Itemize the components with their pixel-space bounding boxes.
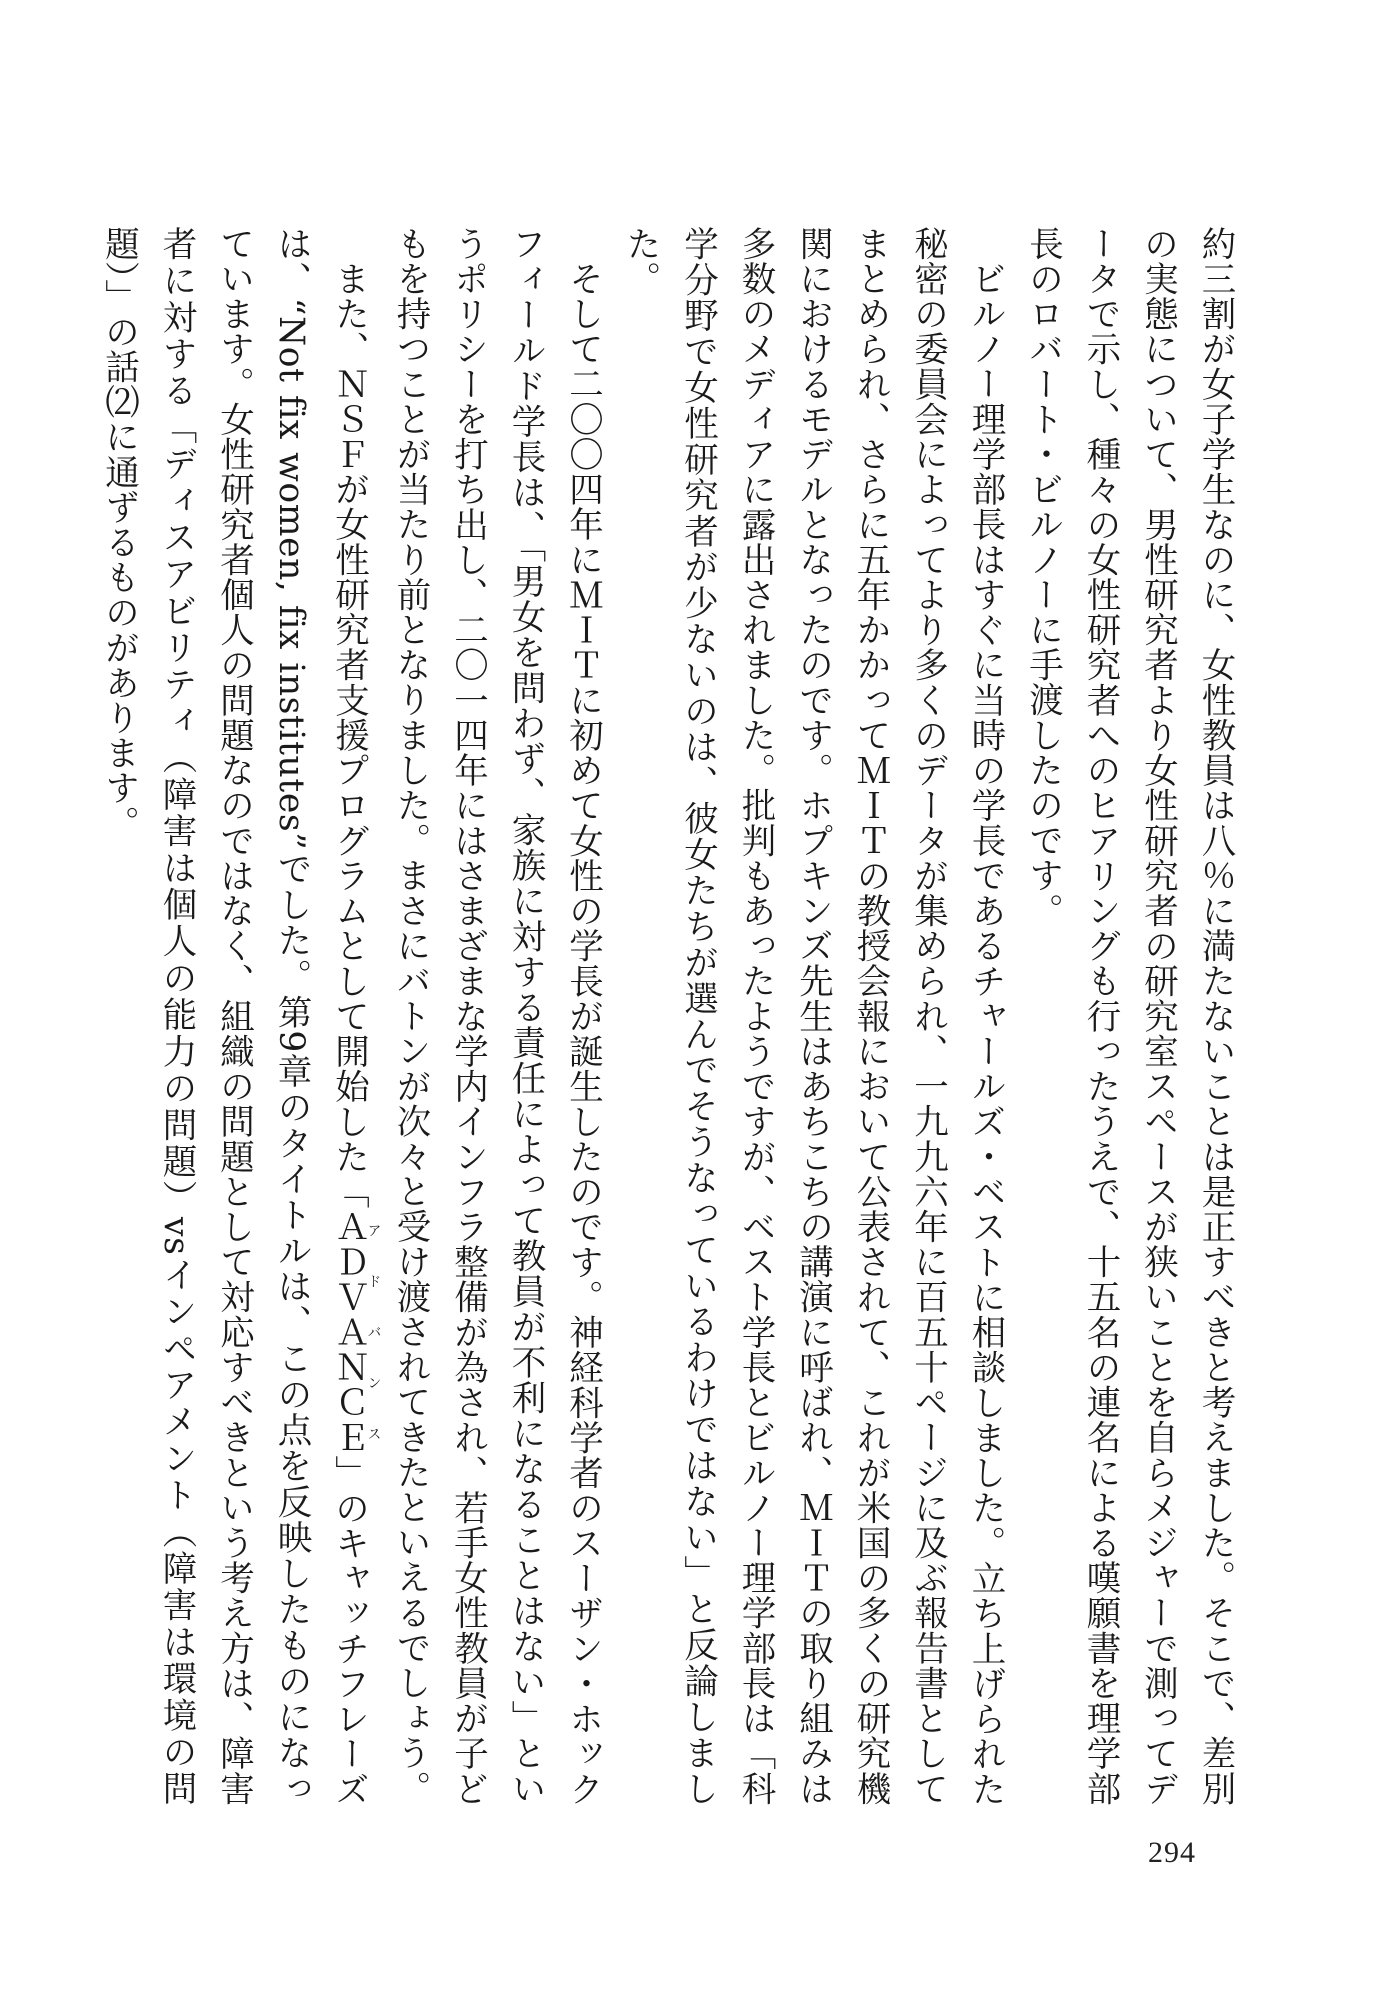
advance-ruby-reading: アドバンス [365, 1208, 382, 1455]
vertical-text-body [98, 226, 1243, 1807]
paragraph-1: 約三割が女子学生なのに、女性教員は八％に満たないことは是正すべきと考えました。そこで、差別の実態について、男性研究者より女性研究者の研究室スペースが狭いことを自らメジャーで測ってデータで示し、種々の女性研究者へのヒアリングも行ったうえで、十五名の連名による嘆願書を理学部長のロバート・ビルノーに手渡したのです。 [1022, 226, 1235, 1806]
paragraph-4: また、ＮＳＦが女性研究者支援プログラムとして開始した「ＡＤＶＡＮＣＥアドバンス」のキャッチフレーズは、“Not fix women, fix institutes”でした。第9章のタイトルは、この点を反映したものになっています。女性研究者個人の問題なのではなく、組織の問題として対応すべきという考え方は、障害者に対する「ディスアビリティ（障害は個人の能力の問題）vsインペアメント（障害は環境の問題）」の話⑵に通ずるものがあります。 [98, 226, 382, 1807]
page-number: 294 [1148, 1836, 1196, 1869]
paragraph-2: ビルノー理学部長はすぐに当時の学長であるチャールズ・ベストに相談しました。立ち上げられた秘密の委員会によってより多くのデータが集められ、一九九六年に百五十ページに及ぶ報告書としてまとめられ、さらに五年かかってＭＩＴの教授会報において公表されて、これが米国の多くの研究機関におけるモデルとなったのです。ホプキンズ先生はあちこちの講演に呼ばれ、ＭＩＴの取り組みは多数のメディアに露出されました。批判もあったようですが、ベスト学長とビルノー理学部長は「科学分野で女性研究者が少ないのは、彼女たちが選んでそうなっているわけではない」と反論しました。 [620, 226, 1005, 1806]
advance-ruby: ＡＤＶＡＮＣＥアドバンス [328, 1208, 382, 1455]
paragraph-3: そして二〇〇四年にＭＩＴに初めて女性の学長が誕生したのです。神経科学者のスーザン・ホックフィールド学長は、「男女を問わず、家族に対する責任によって教員が不利になることはない」というポリシーを打ち出し、二〇一四年にはさまざまな学内インフラ整備が為され、若手女性教員が子どもを持つことが当たり前となりました。まさにバトンが次々と受け渡されてきたといえるでしょう。 [390, 226, 603, 1806]
